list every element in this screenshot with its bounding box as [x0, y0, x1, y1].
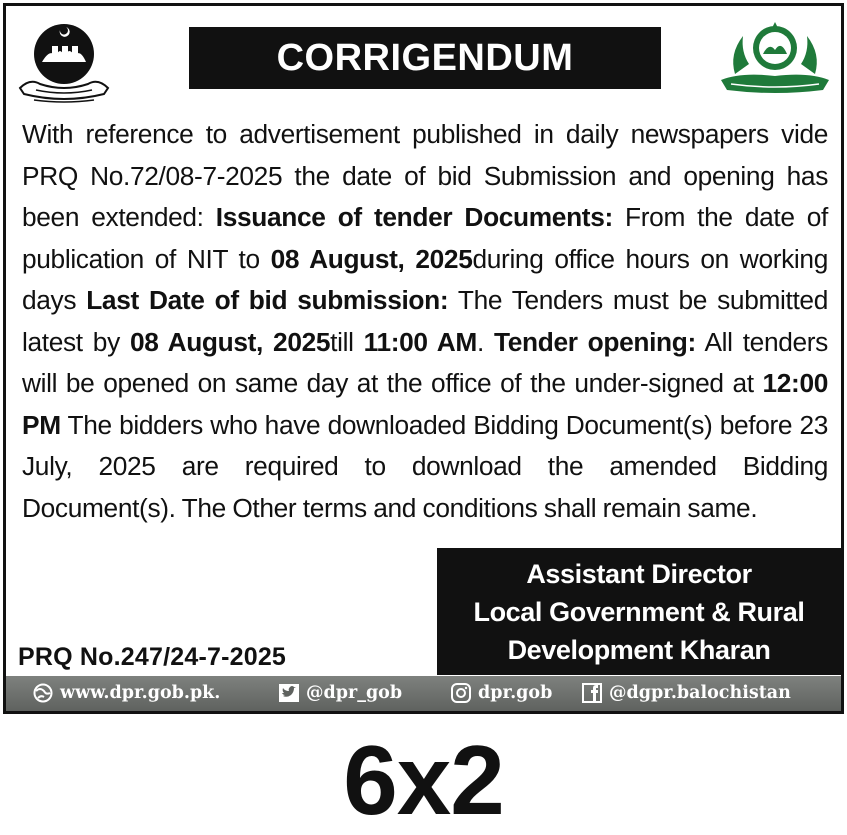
dgpr-emblem-icon [717, 18, 833, 102]
notice-intro-text: With reference to advertisement published in daily newspapers vide PRQ No.72/08-7-2025 the date of bid Submission and opening has been extended: [22, 119, 828, 232]
notice-text-5: till [330, 326, 364, 357]
signatory-block [437, 548, 841, 675]
notice-text-7: All tenders will be opened on same day at the office of the under-signed at [22, 326, 828, 398]
globe-icon [32, 683, 54, 703]
instagram-handle[interactable]: dpr.gob [478, 683, 553, 703]
notice-text-6: . [476, 326, 494, 357]
opening-label: Tender opening: [494, 326, 696, 357]
opening-time: 12:00 PM [22, 368, 828, 440]
twitter-handle[interactable]: @dpr_gob [306, 683, 403, 703]
instagram-icon [450, 683, 472, 703]
footer-instagram[interactable] [450, 683, 552, 703]
notice-text-4: The Tenders must be submitted latest by [22, 285, 828, 357]
signatory-department: Local Government & Rural [473, 596, 805, 627]
footer-twitter[interactable] [278, 683, 402, 703]
ad-size-label: 6x2 [343, 725, 504, 835]
footer-website[interactable] [32, 683, 220, 703]
facebook-icon [581, 683, 603, 703]
notice-text-3: during office hours on working days [22, 243, 828, 315]
notice-title: CORRIGENDUM [189, 27, 661, 89]
social-footer-bar [6, 676, 841, 711]
corrigendum-advertisement [3, 3, 844, 714]
signatory-location: Development Kharan [507, 634, 771, 665]
last-date-label: Last Date of bid submission: [86, 285, 449, 315]
prq-number: PRQ No.247/24-7-2025 [18, 643, 287, 671]
balochistan-government-emblem-icon [16, 16, 112, 106]
notice-closing-text: The bidders who have downloaded Bidding Document(s) before 23 July, 2025 are required to download the amended Bidding Document(s). The Other terms and conditions shall remain same. [22, 409, 828, 523]
corrigendum-notice-text [22, 114, 828, 529]
notice-text-2: From the date of publication of NIT to [22, 202, 829, 274]
submission-date: 08 August, 2025 [129, 326, 331, 357]
footer-facebook[interactable] [581, 683, 791, 703]
website-link[interactable]: www.dpr.gob.pk. [60, 683, 221, 703]
signatory-title: Assistant Director [526, 558, 752, 589]
issuance-date: 08 August, 2025 [270, 243, 473, 274]
facebook-handle[interactable]: @dgpr.balochistan [609, 683, 791, 703]
issuance-label: Issuance of tender Documents: [215, 202, 613, 232]
twitter-icon [278, 683, 300, 703]
submission-time: 11:00 AM [363, 326, 477, 357]
